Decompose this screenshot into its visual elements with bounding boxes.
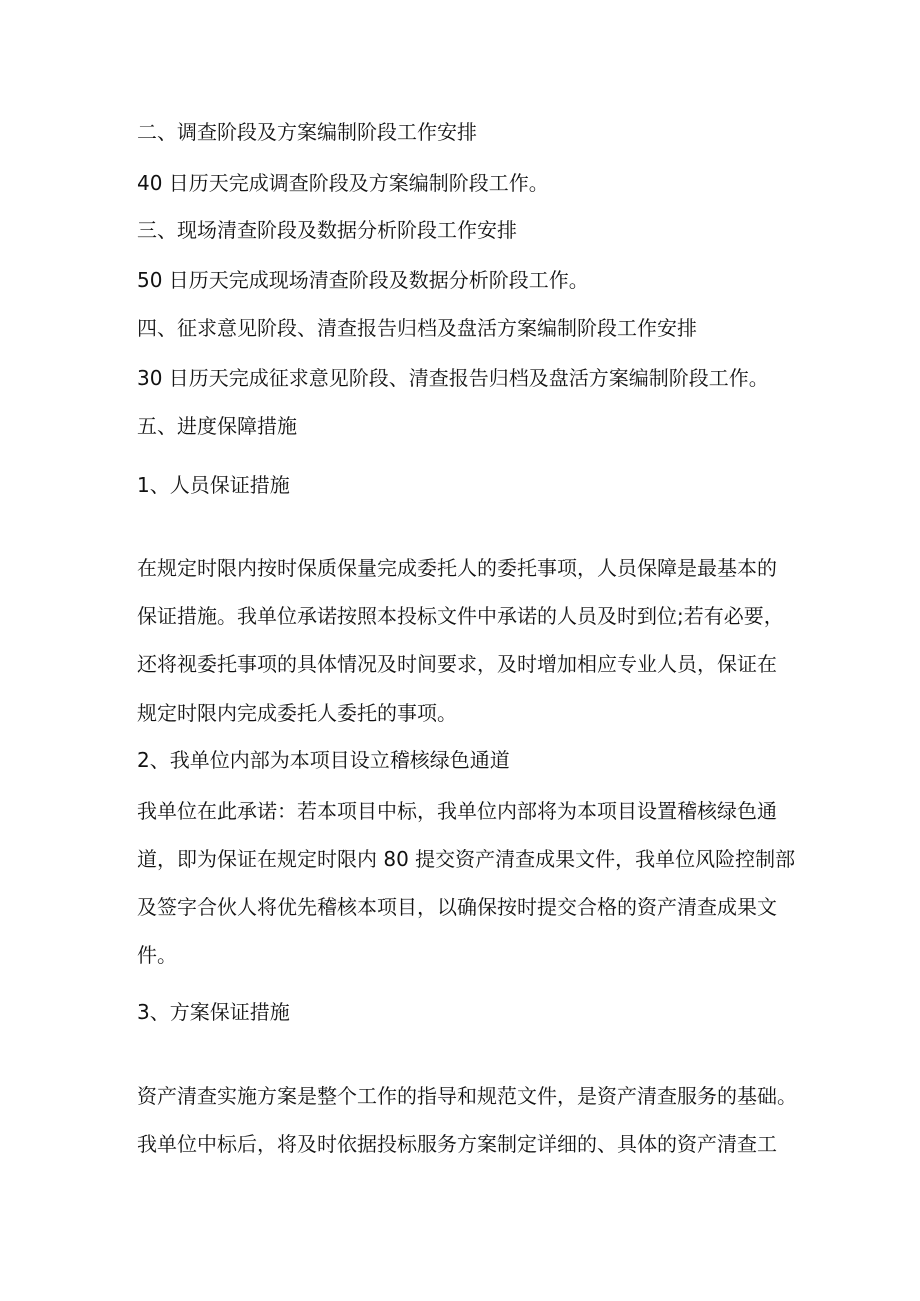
paragraph-audit-line-3: 及签字合伙人将优先稽核本项目，以确保按时提交合格的资产清查成果文 — [137, 895, 777, 919]
paragraph-audit-line-2: 道，即为保证在规定时限内 80 提交资产清查成果文件，我单位风险控制部 — [137, 847, 796, 871]
text-onsite-duration: 50 日历天完成现场清查阶段及数据分析阶段工作。 — [137, 268, 589, 292]
paragraph-plan-line-1: 资产清查实施方案是整个工作的指导和规范文件，是资产清查服务的基础。 — [137, 1084, 797, 1108]
heading-onsite-stage: 三、现场清查阶段及数据分析阶段工作安排 — [137, 218, 517, 242]
paragraph-audit-line-1: 我单位在此承诺：若本项目中标，我单位内部将为本项目设置稽核绿色通 — [137, 799, 777, 823]
heading-investigation-stage: 二、调查阶段及方案编制阶段工作安排 — [137, 120, 477, 144]
paragraph-personnel-line-1: 在规定时限内按时保质保量完成委托人的委托事项，人员保障是最基本的 — [137, 556, 777, 580]
text-consultation-duration: 30 日历天完成征求意见阶段、清查报告归档及盘活方案编制阶段工作。 — [137, 366, 769, 390]
paragraph-personnel-line-2: 保证措施。我单位承诺按照本投标文件中承诺的人员及时到位;若有必要， — [137, 604, 784, 628]
paragraph-personnel-line-4: 规定时限内完成委托人委托的事项。 — [137, 701, 457, 725]
heading-consultation-stage: 四、征求意见阶段、清查报告归档及盘活方案编制阶段工作安排 — [137, 316, 697, 340]
paragraph-audit-line-4: 件。 — [137, 943, 177, 967]
paragraph-plan-line-2: 我单位中标后，将及时依据投标服务方案制定详细的、具体的资产清查工 — [137, 1132, 777, 1156]
heading-plan-measures: 3、方案保证措施 — [137, 1000, 290, 1024]
paragraph-personnel-line-3: 还将视委托事项的具体情况及时间要求，及时增加相应专业人员，保证在 — [137, 652, 777, 676]
heading-schedule-safeguards: 五、进度保障措施 — [137, 414, 297, 438]
heading-audit-channel: 2、我单位内部为本项目设立稽核绿色通道 — [137, 748, 510, 772]
heading-personnel-measures: 1、人员保证措施 — [137, 473, 290, 497]
text-investigation-duration: 40 日历天完成调查阶段及方案编制阶段工作。 — [137, 171, 549, 195]
